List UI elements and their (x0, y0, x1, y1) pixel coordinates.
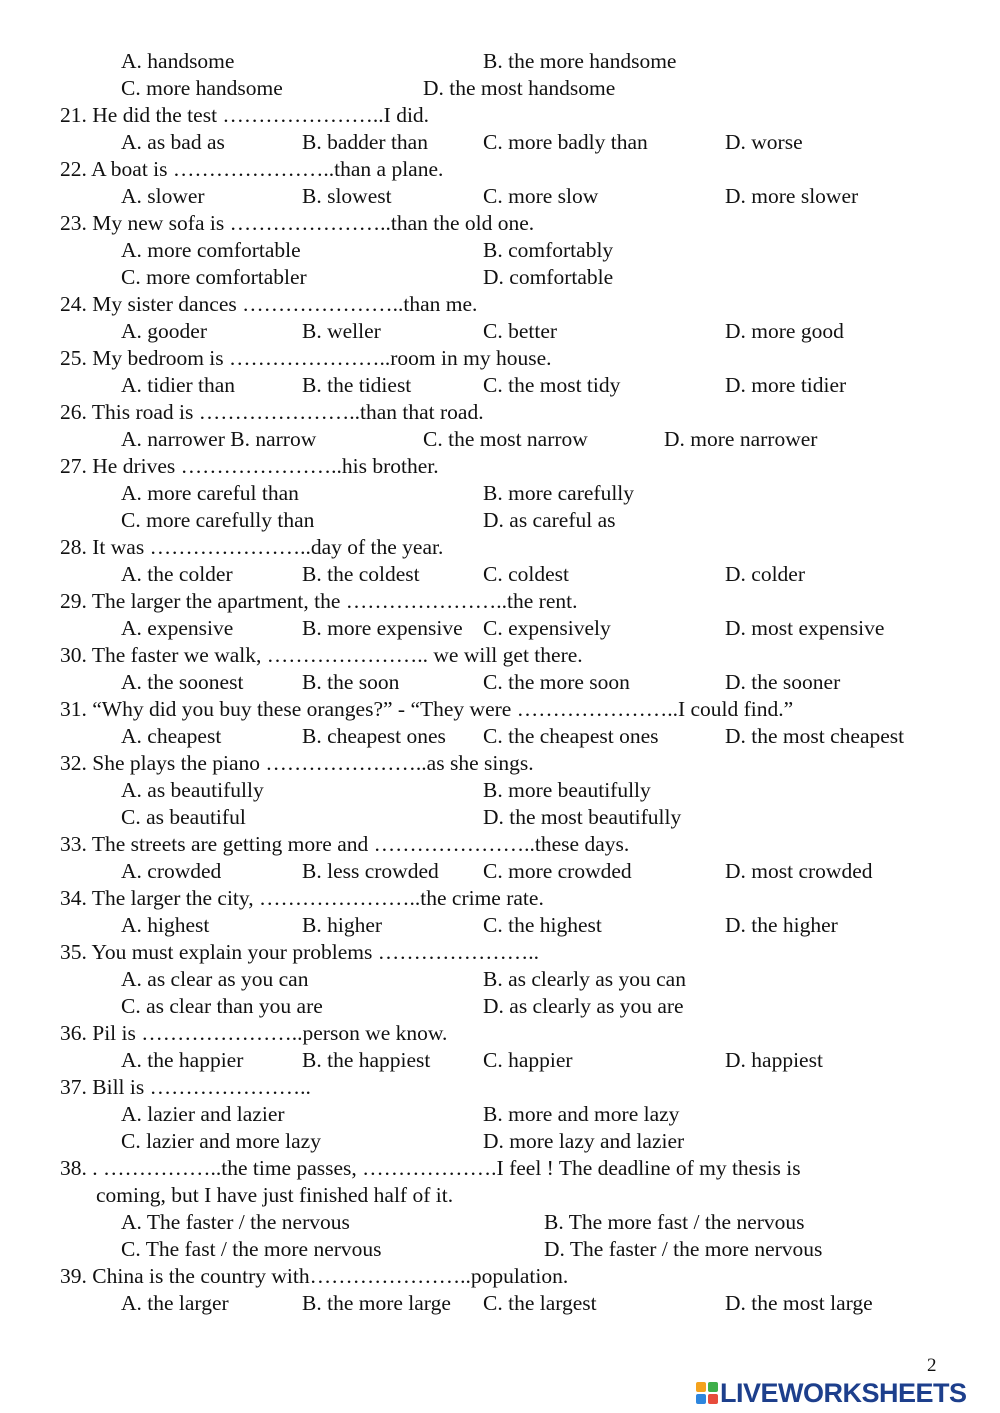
answer-option-b[interactable]: B. more carefully (483, 481, 635, 505)
answer-option-a[interactable]: A. as bad as (121, 130, 225, 154)
answer-option-b[interactable]: B. as clearly as you can (483, 967, 686, 991)
question-text: 22. A boat is …………………..than a plane. (60, 157, 444, 181)
answer-option-d[interactable]: D. more narrower (664, 427, 818, 451)
answer-option-a[interactable]: A. more comfortable (121, 238, 301, 262)
question-text: 29. The larger the apartment, the …………………..the rent. (60, 589, 578, 613)
answer-option-b[interactable]: B. less crowded (302, 859, 439, 883)
answer-option-b[interactable]: B. the tidiest (302, 373, 412, 397)
answer-option-a[interactable]: A. more careful than (121, 481, 299, 505)
answer-option-d[interactable]: D. most expensive (725, 616, 885, 640)
answer-option-c[interactable]: C. more crowded (483, 859, 632, 883)
answer-option-a[interactable]: A. as clear as you can (121, 967, 309, 991)
answer-option-b[interactable]: B. slowest (302, 184, 392, 208)
answer-option-c[interactable]: C. better (483, 319, 558, 343)
answer-option-c[interactable]: C. lazier and more lazy (121, 1129, 321, 1153)
answer-option-c[interactable]: C. more comfortabler (121, 265, 307, 289)
answer-option-d[interactable]: D. the most cheapest (725, 724, 905, 748)
page-number: 2 (927, 1355, 937, 1376)
answer-option-c[interactable]: C. happier (483, 1048, 573, 1072)
question-text: 24. My sister dances …………………..than me. (60, 292, 478, 316)
answer-option-c[interactable]: C. The fast / the more nervous (121, 1237, 382, 1261)
question-text-continued: coming, but I have just finished half of it. (96, 1183, 454, 1207)
answer-option-c[interactable]: C. the most narrow (423, 427, 588, 451)
answer-option-d[interactable]: D. as clearly as you are (483, 994, 684, 1018)
liveworksheets-logo[interactable] (696, 1376, 967, 1410)
answer-option-b[interactable]: B. more and more lazy (483, 1102, 680, 1126)
answer-option-c[interactable]: C. more carefully than (121, 508, 315, 532)
answer-option-a[interactable]: A. tidier than (121, 373, 236, 397)
answer-option-c[interactable]: C. the highest (483, 913, 602, 937)
answer-option-d[interactable]: D. more lazy and lazier (483, 1129, 685, 1153)
answer-option-d[interactable]: D. as careful as (483, 508, 616, 532)
answer-option-a[interactable]: A. narrower B. narrow (121, 427, 317, 451)
answer-option-b[interactable]: B. more beautifully (483, 778, 651, 802)
answer-option-b[interactable]: B. higher (302, 913, 383, 937)
answer-option-a[interactable]: A. as beautifully (121, 778, 264, 802)
answer-option-d[interactable]: D. more tidier (725, 373, 847, 397)
answer-option-a[interactable]: A. the soonest (121, 670, 244, 694)
answer-option-b[interactable]: B. the coldest (302, 562, 420, 586)
answer-option-d[interactable]: D. more good (725, 319, 844, 343)
answer-option-a[interactable]: A. slower (121, 184, 205, 208)
answer-option-c[interactable]: C. the most tidy (483, 373, 621, 397)
answer-option-a[interactable]: A. the larger (121, 1291, 229, 1315)
answer-option-d[interactable]: D. the most beautifully (483, 805, 682, 829)
question-text: 21. He did the test …………………..I did. (60, 103, 430, 127)
answer-option-c[interactable]: C. expensively (483, 616, 611, 640)
answer-option-b[interactable]: B. The more fast / the nervous (544, 1210, 805, 1234)
answer-option-d[interactable]: D. more slower (725, 184, 859, 208)
question-text: 39. China is the country with…………………..population. (60, 1264, 569, 1288)
answer-option-d[interactable]: D. the most handsome (423, 76, 616, 100)
answer-option-c[interactable]: C. more slow (483, 184, 599, 208)
answer-option-a[interactable]: A. highest (121, 913, 210, 937)
answer-option-a[interactable]: A. The faster / the nervous (121, 1210, 350, 1234)
answer-option-b[interactable]: B. more expensive (302, 616, 463, 640)
answer-option-c[interactable]: C. as clear than you are (121, 994, 323, 1018)
answer-option-b[interactable]: B. weller (302, 319, 381, 343)
answer-option-d[interactable]: D. most crowded (725, 859, 873, 883)
answer-option-d[interactable]: D. colder (725, 562, 805, 586)
answer-option-d[interactable]: D. comfortable (483, 265, 614, 289)
answer-option-a[interactable]: A. gooder (121, 319, 207, 343)
question-text: 35. You must explain your problems ………………….. (60, 940, 539, 964)
question-text: 34. The larger the city, …………………..the crime rate. (60, 886, 544, 910)
answer-option-a[interactable]: A. expensive (121, 616, 234, 640)
answer-option-b[interactable]: B. the more large (302, 1291, 451, 1315)
answer-option-b[interactable]: B. cheapest ones (302, 724, 446, 748)
answer-option-d[interactable]: D. the sooner (725, 670, 841, 694)
answer-option-d[interactable]: D. worse (725, 130, 803, 154)
answer-option-a[interactable]: A. the happier (121, 1048, 244, 1072)
answer-option-a[interactable]: A. the colder (121, 562, 233, 586)
answer-option-b[interactable]: B. badder than (302, 130, 428, 154)
answer-option-b[interactable]: B. comfortably (483, 238, 614, 262)
answer-option-c[interactable]: C. the largest (483, 1291, 597, 1315)
question-text: 23. My new sofa is …………………..than the old one. (60, 211, 535, 235)
answer-option-b[interactable]: B. the soon (302, 670, 400, 694)
answer-option-c[interactable]: C. the more soon (483, 670, 630, 694)
answer-option-a[interactable]: A. handsome (121, 49, 235, 73)
question-text: 33. The streets are getting more and …………………..these days. (60, 832, 630, 856)
answer-option-a[interactable]: A. crowded (121, 859, 222, 883)
question-text: 30. The faster we walk, ………………….. we will get there. (60, 643, 583, 667)
question-text: 26. This road is …………………..than that road. (60, 400, 484, 424)
answer-option-c[interactable]: C. coldest (483, 562, 569, 586)
question-text: 36. Pil is …………………..person we know. (60, 1021, 448, 1045)
answer-option-c[interactable]: C. the cheapest ones (483, 724, 659, 748)
answer-option-b[interactable]: B. the happiest (302, 1048, 431, 1072)
liveworksheets-logo-icon (696, 1382, 718, 1404)
answer-option-d[interactable]: D. happiest (725, 1048, 823, 1072)
question-text: 25. My bedroom is …………………..room in my house. (60, 346, 552, 370)
answer-option-b[interactable]: B. the more handsome (483, 49, 677, 73)
question-text: 38. . ……………..the time passes, ……………….I feel ! The deadline of my thesis is (60, 1156, 801, 1180)
question-text: 27. He drives …………………..his brother. (60, 454, 439, 478)
answer-option-a[interactable]: A. lazier and lazier (121, 1102, 285, 1126)
liveworksheets-logo-text: LIVEWORKSHEETS (720, 1377, 967, 1408)
question-text: 28. It was …………………..day of the year. (60, 535, 444, 559)
answer-option-c[interactable]: C. more handsome (121, 76, 283, 100)
question-text: 37. Bill is ………………….. (60, 1075, 311, 1099)
question-text: 31. “Why did you buy these oranges?” - “They were …………………..I could find.” (60, 697, 794, 721)
question-text: 32. She plays the piano …………………..as she sings. (60, 751, 534, 775)
answer-option-a[interactable]: A. cheapest (121, 724, 222, 748)
answer-option-d[interactable]: D. the higher (725, 913, 838, 937)
answer-option-d[interactable]: D. The faster / the more nervous (544, 1237, 823, 1261)
answer-option-c[interactable]: C. as beautiful (121, 805, 246, 829)
answer-option-d[interactable]: D. the most large (725, 1291, 873, 1315)
answer-option-c[interactable]: C. more badly than (483, 130, 648, 154)
